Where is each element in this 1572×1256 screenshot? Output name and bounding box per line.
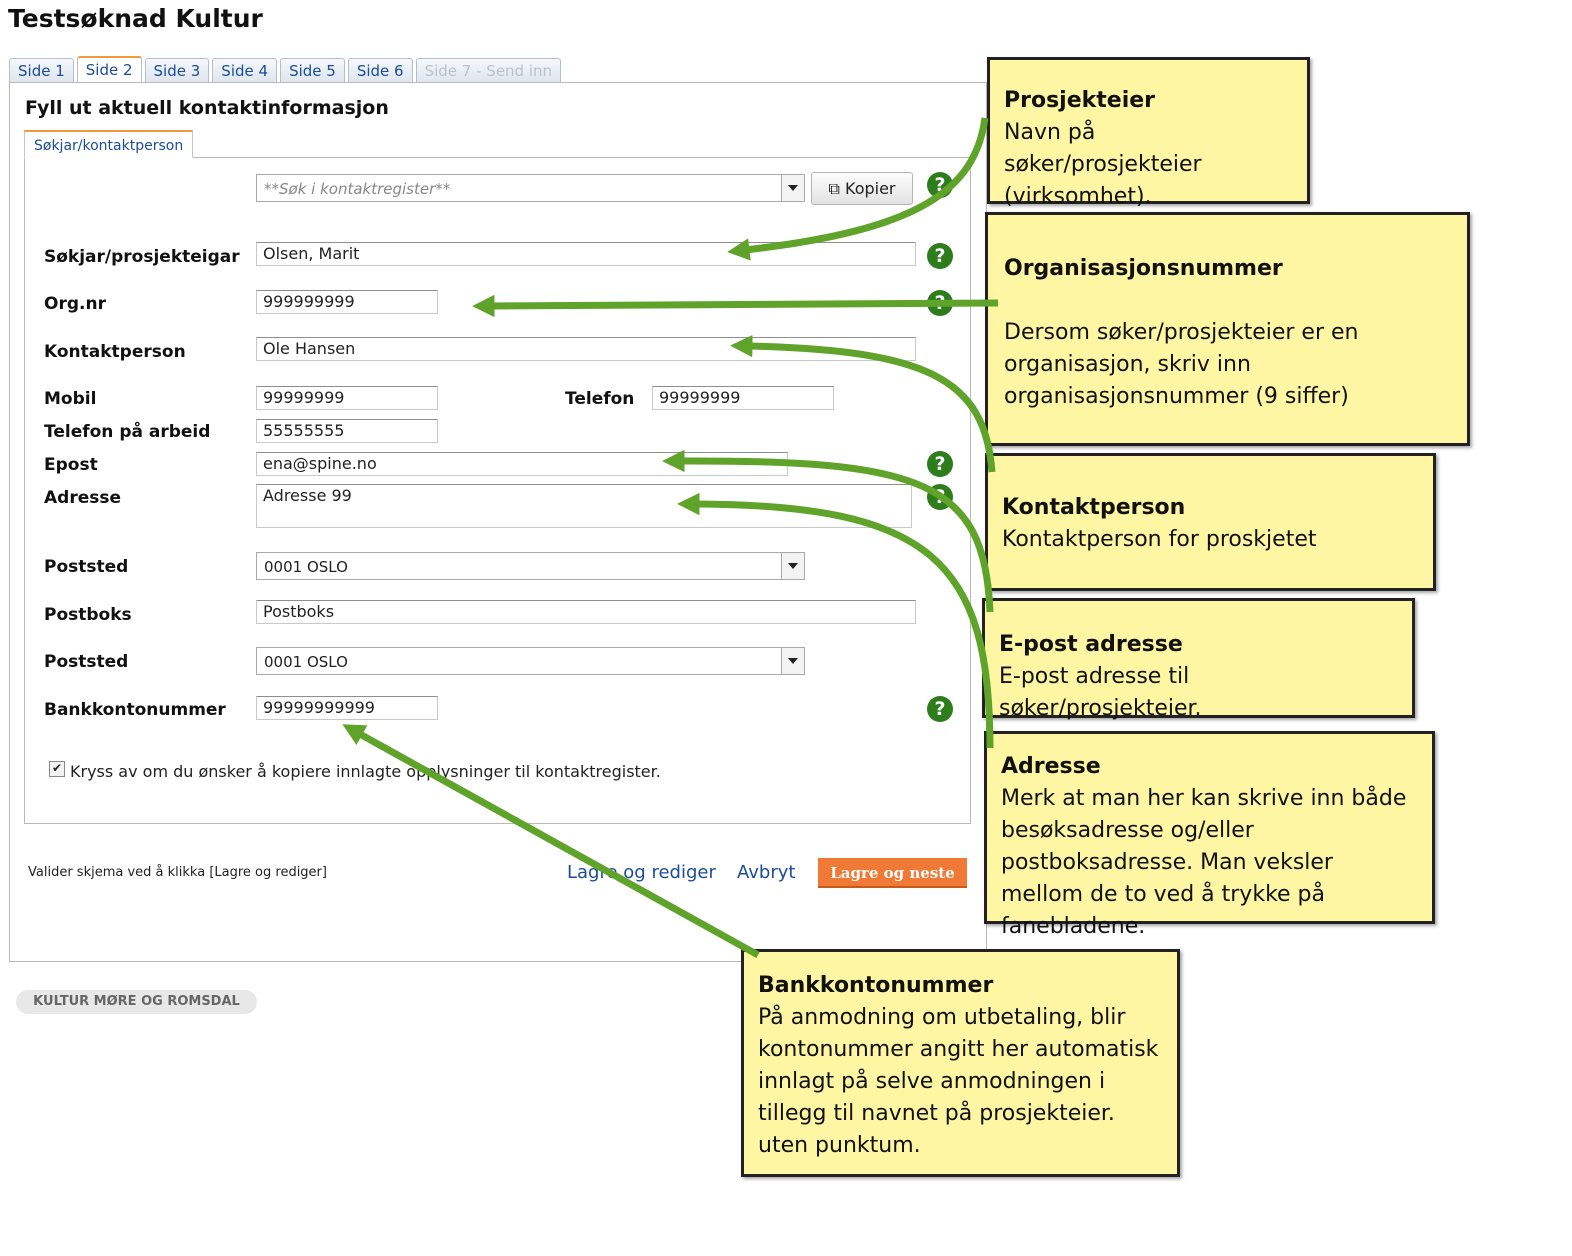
bank-account-label: Bankkontonummer	[44, 700, 226, 720]
callout-body: Dersom søker/prosjekteier er en organisasjon, skriv inn organisasjonsnummer (9 siffer)	[1004, 320, 1359, 409]
callout-body: På anmodning om utbetaling, blir kontonummer angitt her automatisk innlagt på selve anmodningen i tillegg til navnet på prosjekteier. uten punktum.	[758, 1005, 1159, 1158]
contact-input[interactable]: Ole Hansen	[256, 337, 916, 361]
validate-hint: Valider skjema ved å klikka [Lagre og rediger]	[28, 865, 327, 880]
work-phone-label: Telefon på arbeid	[44, 422, 211, 442]
checkmark-icon: ✔	[51, 761, 63, 775]
orgnr-label: Org.nr	[44, 294, 106, 314]
cancel-link[interactable]: Avbryt	[737, 862, 796, 883]
callout-title: Prosjekteier	[1004, 88, 1156, 113]
tab-sokjar-kontaktperson[interactable]: Søkjar/kontaktperson	[24, 130, 193, 158]
callout-prosjekteier	[987, 57, 1310, 209]
postboks-poststed-value: 0001 OSLO	[264, 653, 348, 671]
help-icon-address[interactable]: ?	[927, 484, 953, 510]
address-textarea[interactable]: Adresse 99	[256, 484, 912, 528]
callout-title: Organisasjonsnummer	[1004, 256, 1283, 281]
mobile-label: Mobil	[44, 389, 97, 409]
tab-side-5[interactable]: Side 5	[280, 58, 345, 82]
contact-label: Kontaktperson	[44, 342, 186, 362]
email-label: Epost	[44, 455, 98, 475]
callout-title: Adresse	[1001, 754, 1101, 779]
tab-side-7-send-inn: Side 7 - Send inn	[416, 58, 561, 82]
copy-to-register-label: Kryss av om du ønsker å kopiere innlagte opplysninger til kontaktregister.	[70, 762, 661, 781]
phone-input[interactable]: 99999999	[652, 386, 834, 410]
tab-side-4[interactable]: Side 4	[212, 58, 277, 82]
postboks-poststed-select[interactable]	[256, 647, 805, 675]
footer-badge: KULTUR MØRE OG ROMSDAL	[16, 990, 257, 1014]
postboks-input[interactable]: Postboks	[256, 600, 916, 624]
orgnr-input[interactable]: 999999999	[256, 290, 438, 314]
email-input[interactable]: ena@spine.no	[256, 452, 788, 476]
callout-body: Kontaktperson for proskjetet	[1002, 527, 1317, 552]
copy-to-register-checkbox[interactable]	[49, 761, 65, 777]
help-icon-bank-account[interactable]: ?	[927, 696, 953, 722]
mobile-input[interactable]: 99999999	[256, 386, 438, 410]
callout-adresse	[984, 731, 1435, 939]
tab-side-2[interactable]: Side 2	[77, 56, 142, 82]
callout-bankkontonummer	[741, 949, 1180, 1177]
copy-icon: ⧉	[828, 179, 840, 198]
work-phone-input[interactable]: 55555555	[256, 419, 438, 443]
address-label: Adresse	[44, 488, 122, 508]
save-and-edit-link[interactable]: Lagre og rediger	[567, 862, 716, 883]
callout-kontaktperson	[985, 453, 1436, 591]
search-placeholder: **Søk i kontaktregister**	[264, 180, 451, 198]
save-and-next-button[interactable]: Lagre og neste	[818, 858, 967, 888]
callout-title: E-post adresse	[999, 632, 1183, 657]
dropdown-arrow-icon[interactable]	[781, 553, 804, 579]
postboks-label: Postboks	[44, 605, 132, 625]
contact-register-search[interactable]	[256, 174, 805, 202]
bank-account-input[interactable]: 99999999999	[256, 696, 438, 720]
applicant-label: Søkjar/prosjekteigar	[44, 247, 240, 267]
callout-body: Navn på søker/prosjekteier (virksomhet).	[1004, 120, 1202, 209]
poststed-label: Poststed	[44, 557, 129, 577]
tab-side-3[interactable]: Side 3	[145, 58, 210, 82]
postboks-poststed-label: Poststed	[44, 652, 129, 672]
dropdown-arrow-icon[interactable]	[781, 175, 804, 201]
tab-side-6[interactable]: Side 6	[348, 58, 413, 82]
callout-organisasjonsnummer	[985, 212, 1470, 446]
page-tabs	[9, 58, 561, 82]
poststed-select[interactable]	[256, 552, 805, 580]
callout-title: Bankkontonummer	[758, 973, 994, 998]
callout-epost	[982, 598, 1415, 721]
applicant-input[interactable]: Olsen, Marit	[256, 242, 916, 266]
dropdown-arrow-icon[interactable]	[781, 648, 804, 674]
tab-side-1[interactable]: Side 1	[9, 58, 74, 82]
phone-label: Telefon	[565, 389, 635, 409]
page-title: Testsøknad Kultur	[8, 4, 263, 33]
poststed-value: 0001 OSLO	[264, 558, 348, 576]
help-icon-orgnr[interactable]: ?	[927, 290, 953, 316]
help-icon-email[interactable]: ?	[927, 451, 953, 477]
callout-title: Kontaktperson	[1002, 495, 1186, 520]
section-title: Fyll ut aktuell kontaktinformasjon	[25, 97, 389, 119]
help-icon-applicant[interactable]: ?	[927, 243, 953, 269]
callout-body: E-post adresse til søker/prosjekteier.	[999, 664, 1202, 721]
kopier-label: Kopier	[845, 179, 896, 198]
callout-body: Merk at man her kan skrive inn både besøksadresse og/eller postboksadresse. Man veksler mellom de to ved å trykke på fanebladene.	[1001, 786, 1407, 939]
help-icon-search[interactable]: ?	[927, 172, 953, 198]
kopier-button[interactable]	[811, 172, 913, 205]
